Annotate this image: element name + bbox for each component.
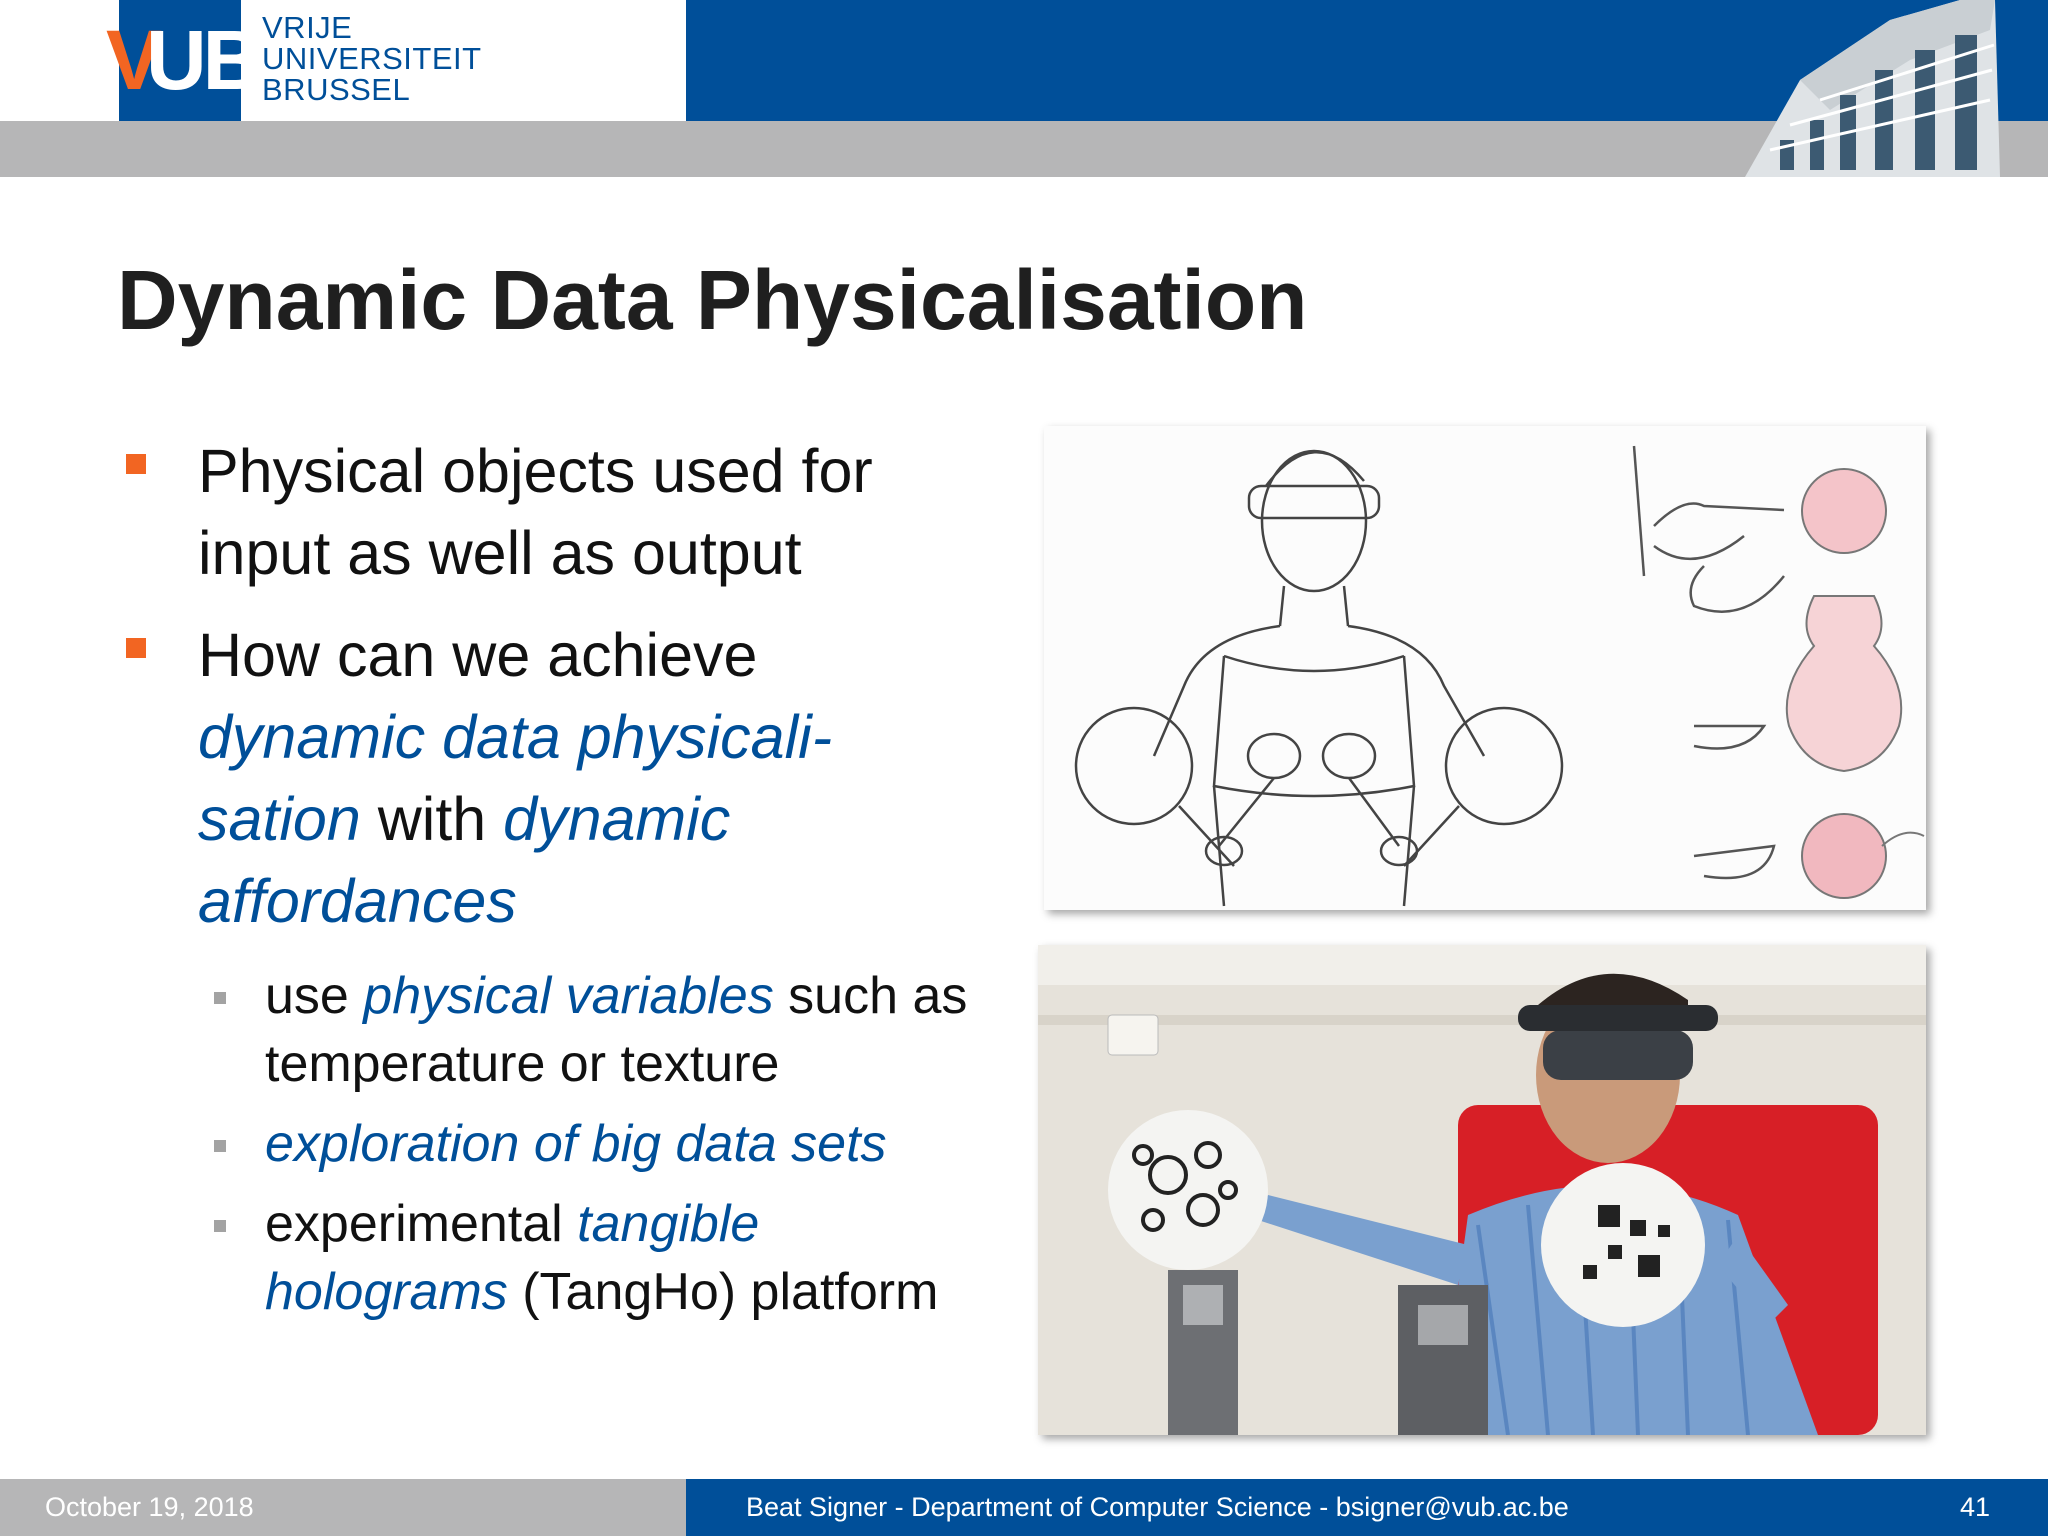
sub-bullet-marker: [214, 992, 226, 1004]
university-name: [262, 12, 482, 105]
slide-content: [118, 430, 988, 1338]
tangho-photo-drawing: [1038, 945, 1926, 1435]
footer-date: October 19, 2018: [45, 1492, 254, 1522]
university-name-line3: BRUSSEL: [262, 72, 411, 107]
footer-author: Beat Signer - Department of Computer Science - bsigner@vub.ac.be: [746, 1492, 1569, 1522]
slide-title: Dynamic Data Physicalisation: [117, 253, 1308, 347]
sub-bullet-1: [118, 962, 988, 1098]
bullet-1: [118, 430, 988, 594]
bullet-2-text-b: with: [360, 785, 504, 853]
sub-bullet-marker: [214, 1220, 226, 1232]
sub-bullet-3-text-b: (TangHo) platform: [507, 1263, 939, 1321]
bullet-2-text-a: How can we achieve: [198, 621, 758, 689]
logo-letter-v: V: [106, 13, 157, 107]
sub-bullet-3: [118, 1190, 988, 1326]
sub-bullet-1-text-b: such as temperature or texture: [265, 967, 968, 1093]
bullet-1-text: Physical objects used for input as well as output: [198, 437, 873, 587]
sub-bullet-1-emphasis: physical variables: [363, 967, 774, 1025]
logo-letters-ub: UB: [146, 13, 260, 107]
sub-bullet-marker: [214, 1140, 226, 1152]
tangho-photo: [1038, 945, 1926, 1435]
sub-bullet-3-text-a: experimental: [265, 1195, 578, 1253]
sketch-illustration: [1044, 426, 1926, 910]
sub-bullet-1-text-a: use: [265, 967, 364, 1025]
sub-bullet-3-emphasis: tangible holograms: [265, 1195, 760, 1321]
bullet-2-emphasis-b: dynamic affordances: [198, 785, 731, 935]
bullet-2-emphasis-a: dynamic data physicali-sation: [198, 703, 833, 853]
sub-bullet-2: [118, 1110, 988, 1178]
bullet-2: [118, 614, 988, 942]
building-image: [1740, 0, 2000, 177]
bullet-marker: [126, 638, 146, 658]
sketch-illustration-drawing: [1044, 426, 1926, 910]
sub-bullet-2-emphasis: exploration of big data sets: [265, 1115, 887, 1173]
university-name-line2: UNIVERSITEIT: [262, 41, 482, 76]
bullet-marker: [126, 454, 146, 474]
university-name-line1: VRIJE: [262, 10, 353, 45]
page-number: 41: [1960, 1492, 1991, 1522]
